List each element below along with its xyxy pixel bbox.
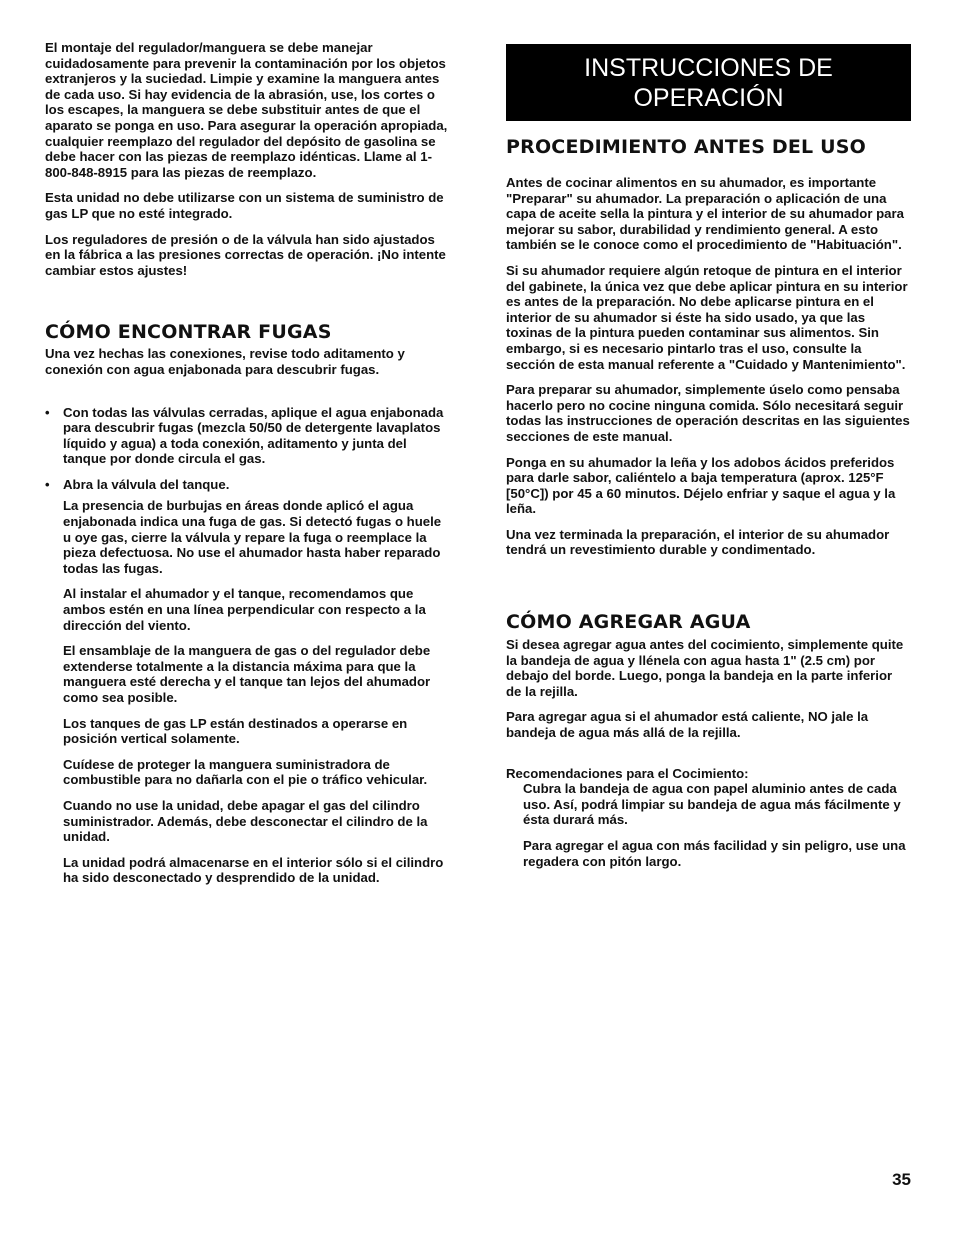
section-banner [506,44,911,121]
procedimiento-paragraph: Una vez terminada la preparación, el interior de su ahumador tendrá un revestimiento durable y condimentado. [506,526,890,558]
intro-paragraph: El montaje del regulador/manguera se debe manejar cuidadosamente para prevenir la contaminación por los objetos extranjeros y la suciedad. Limpie y examine la manguera antes de cada uso. Si hay evidencia de la abrasión, use, los cortes o los escapes, la manguera se debe substituir antes de que el aparato se ponga en uso. Para asegurar la operación apropiada, cualquier reemplazo del regulador del depósito de gasolina se debe hacer con las piezas de reemplazo idénticas. Llame al 1-800-848-8915 para las piezas de reemplazo. [45,40,448,180]
tips-list [506,781,911,869]
left-column [45,40,450,886]
right-column [506,40,911,869]
intro-paragraph: Esta unidad no debe utilizarse con un sistema de suministro de gas LP que no esté integrado. [45,190,444,221]
banner-title: INSTRUCCIONES DE OPERACIÓN [584,53,833,112]
note-paragraph: La unidad podrá almacenarse en el interior sólo si el cilindro ha sido desconectado y desprendido de la unidad. [63,854,444,886]
note-paragraph: Al instalar el ahumador y el tanque, recomendamos que ambos estén en una línea perpendicular con respecto a la dirección del viento. [63,586,426,633]
note-paragraph: El ensamblaje de la manguera de gas o del regulador debe extenderse totalmente a la distancia máxima para que la manguera esté derecha y el tanque tan lejos del ahumador como sea posible. [63,643,431,705]
list-item [45,405,450,467]
note-paragraph: Cuídese de proteger la manguera suministradora de combustible para no dañarla con el pie o tráfico vehicular. [63,756,428,788]
page-number: 35 [892,1170,911,1189]
fugas-notes [45,498,450,885]
list-item [45,477,450,493]
section-heading-fugas: CÓMO ENCONTRAR FUGAS [45,321,332,344]
fugas-bullet-list [45,405,450,493]
procedimiento-paragraph: Si su ahumador requiere algún retoque de pintura en el interior del gabinete, la única vez que debe aplicar pintura en su interior es antes de la preparación. No debe aplicarse pintura en el interior de su ahumador si éste ha sido usado, ya que las toxinas de la pintura pueden contaminar sus alimentos. Sin embargo, si es necesario pintarlo tras el uso, consulte la sección de esta manual referente a "Cuidado y Mantenimiento". [506,262,908,372]
agua-paragraph: Si desea agregar agua antes del cocimiento, simplemente quite la bandeja de agua y llénela con agua hasta 1" (2.5 cm) por debajo del borde. Luego, ponga la bandeja en la parte inferior de la rejilla. [506,637,904,699]
list-item-text: • Con todas las válvulas cerradas, aplique el agua enjabonada para descubrir fugas (mezcla 50/50 de detergente lavaplatos líquido y agua) a toda conexión, aditamento y junta del tanque por donde circula el gas. [63,404,444,467]
note-paragraph: Los tanques de gas LP están destinados a operarse en posición vertical solamente. [63,715,408,747]
note-paragraph: La presencia de burbujas en áreas donde aplicó el agua enjabonada indica una fuga de gas. Si detectó fugas o huele u oye gas, cierre la válvula y repare la fuga o reemplace la pieza defectuosa. No use el ahumador hasta haber reparado todas las fugas. [63,498,442,576]
tip-paragraph: Cubra la bandeja de agua con papel aluminio antes de cada uso. Así, podrá limpiar su bandeja de agua más fácilmente y ésta durará más. [523,781,901,828]
procedimiento-paragraph: Antes de cocinar alimentos en su ahumador, es importante "Preparar" su ahumador. La preparación o aplicación de una capa de aceite sella la pintura y el interior de su ahumador para mejorar su sabor, durabilidad y rendimiento general. A esto también se le conoce como el procedimiento de "Habituación". [506,175,904,253]
tips-label: Recomendaciones para el Cocimiento: [506,765,749,781]
note-paragraph: Cuando no use la unidad, debe apagar el gas del cilindro suministrador. Además, debe desconectar el cilindro de la unidad. [63,797,428,845]
section-heading-agua: CÓMO AGREGAR AGUA [506,611,751,634]
procedimiento-paragraph: Para preparar su ahumador, simplemente úselo como pensaba hacerlo pero no cocine ninguna comida. Sólo necesitará seguir todas las instrucciones de operación descritas en las siguientes secciones de este manual. [506,382,910,444]
intro-paragraph: Los reguladores de presión o de la válvula han sido ajustados en la fábrica a las presiones correctas de operación. ¡No intente cambiar estos ajustes! [45,231,446,278]
list-item-text: • Abra la válvula del tanque. [63,476,230,492]
fugas-intro: Una vez hechas las conexiones, revise todo aditamento y conexión con agua enjabonada para descubrir fugas. [45,346,405,377]
agua-paragraph: Para agregar agua si el ahumador está caliente, NO jale la bandeja de agua más allá de la rejilla. [506,709,869,741]
procedimiento-paragraph: Ponga en su ahumador la leña y los adobos ácidos preferidos para darle sabor, caliéntelo a baja temperatura (aprox. 125°F [50°C]) por 45 a 60 minutos. Déjelo enfriar y saque el agua y la leña. [506,454,896,517]
section-heading-procedimiento: PROCEDIMIENTO ANTES DEL USO [506,136,867,158]
tip-paragraph: Para agregar el agua con más facilidad y sin peligro, use una regadera con pitón largo. [523,838,906,869]
